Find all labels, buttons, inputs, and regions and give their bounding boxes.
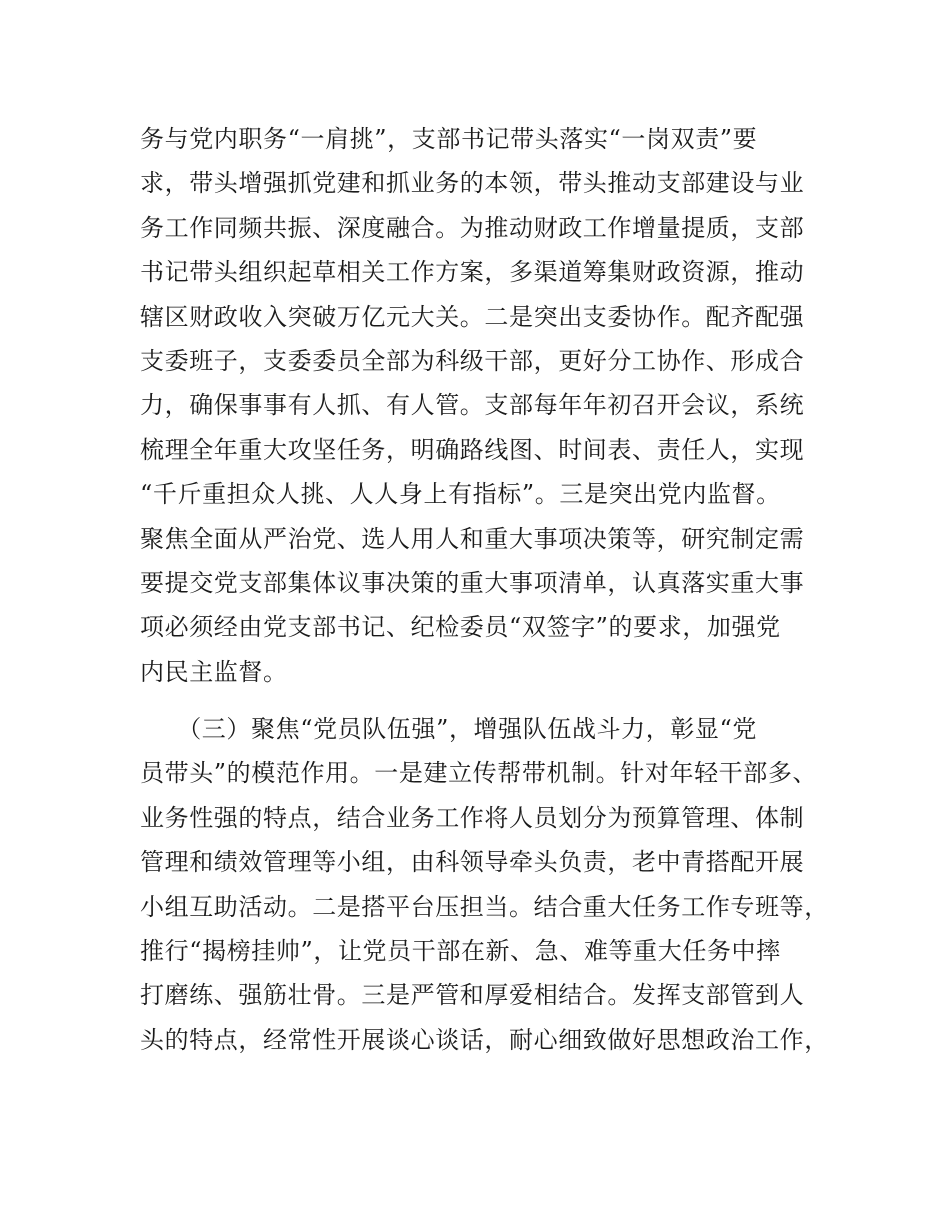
text-line: （三）聚焦“党员队伍强”，增强队伍战斗力，彰显“党 (140, 715, 758, 744)
paragraph-spacing (140, 694, 825, 707)
text-line: 支委班子，支委委员全部为科级干部，更好分工协作、形成合 (140, 346, 805, 375)
text-line: 业务性强的特点，结合业务工作将人员划分为预算管理、体制 (140, 803, 805, 832)
text-line: 聚焦全面从严治党、选人用人和重大事项决策等，研究制定需 (140, 524, 805, 553)
text-line: 书记带头组织起草相关工作方案，多渠道筹集财政资源，推动 (140, 258, 805, 287)
text-line: 管理和绩效管理等小组，由科领导牵头负责，老中青搭配开展 (140, 848, 805, 877)
text-line: 头的特点，经常性开展谈心谈话，耐心细致做好思想政治工作， (140, 1025, 829, 1054)
text-line: 梳理全年重大攻坚任务，明确路线图、时间表、责任人，实现 (140, 435, 805, 464)
text-line: 要提交党支部集体议事决策的重大事项清单，认真落实重大事 (140, 568, 805, 597)
text-line: 打磨练、强筋壮骨。三是严管和厚爱相结合。发挥支部管到人 (140, 981, 805, 1010)
text-line: “千斤重担众人挑、人人身上有指标”。三是突出党内监督。 (140, 480, 781, 509)
text-line: 辖区财政收入突破万亿元大关。二是突出支委协作。配齐配强 (140, 302, 805, 331)
text-line: 务与党内职务“一肩挑”，支部书记带头落实“一岗双责”要 (140, 125, 758, 153)
text-line: 员带头”的模范作用。一是建立传帮带机制。针对年轻干部多、 (140, 759, 818, 788)
text-line: 项必须经由党支部书记、纪检委员“双签字”的要求，加强党 (140, 613, 781, 642)
text-line: 内民主监督。 (140, 657, 288, 686)
text-line: 推行“揭榜挂帅”，让党员干部在新、急、难等重大任务中摔 (140, 937, 781, 966)
text-line: 力，确保事事有人抓、有人管。支部每年年初召开会议，系统 (140, 391, 805, 420)
body-text (140, 117, 829, 1062)
paragraph (140, 707, 829, 1062)
text-line: 务工作同频共振、深度融合。为推动财政工作增量提质，支部 (140, 213, 805, 242)
text-line: 求，带头增强抓党建和抓业务的本领，带头推动支部建设与业 (140, 169, 805, 198)
paragraph (140, 117, 825, 694)
text-line: 小组互助活动。二是搭平台压担当。结合重大任务工作专班等， (140, 892, 829, 921)
